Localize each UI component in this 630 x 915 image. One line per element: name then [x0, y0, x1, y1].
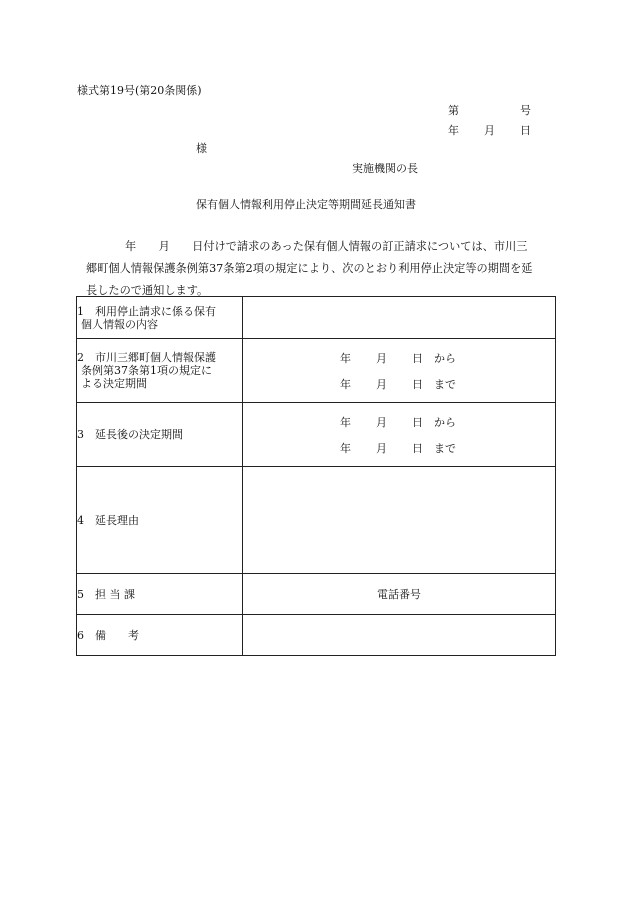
period-month-label: 月 — [376, 415, 387, 429]
body-paragraph — [77, 236, 561, 302]
date-day: 日 — [520, 124, 531, 137]
label-extended-period: 3 延長後の決定期間 — [77, 403, 243, 467]
original-period-start — [243, 350, 555, 366]
period-from-label: から — [434, 415, 456, 429]
period-year-label: 年 — [340, 415, 351, 429]
label-subject-line-1: 1 利用停止請求に係る保有 — [77, 304, 216, 318]
extended-period-start — [243, 414, 555, 430]
period-until-label: まで — [434, 377, 456, 391]
document-title: 保有個人情報利用停止決定等期間延長通知書 — [196, 198, 416, 211]
period-year-label: 年 — [340, 351, 351, 365]
label-remarks: 6 備 考 — [77, 615, 243, 656]
value-reason[interactable] — [243, 467, 556, 574]
period-from-label: から — [434, 351, 456, 365]
value-original-period[interactable] — [243, 339, 556, 403]
body-line-3: 長したので通知します。 — [86, 284, 209, 297]
label-original-period-line-3: よる決定期間 — [81, 377, 147, 390]
form-number: 様式第19号(第20条関係) — [77, 84, 202, 97]
value-phone-number[interactable] — [243, 574, 556, 615]
label-original-period — [77, 339, 243, 403]
period-day-label: 日 — [412, 441, 423, 455]
period-year-label: 年 — [340, 441, 351, 455]
addressee-suffix: 様 — [196, 142, 207, 155]
label-department: 5 担 当 課 — [77, 574, 243, 615]
doc-number-suffix: 号 — [520, 104, 531, 117]
date-month: 月 — [484, 124, 495, 137]
table-row-department — [77, 574, 556, 615]
table-row-remarks — [77, 615, 556, 656]
extended-period-end — [243, 440, 555, 456]
period-month-label: 月 — [376, 441, 387, 455]
period-month-label: 月 — [376, 377, 387, 391]
value-remarks[interactable] — [243, 615, 556, 656]
body-line-2: 郷町個人情報保護条例第37条第2項の規定により、次のとおり利用停止決定等の期間を延 — [86, 262, 533, 275]
period-year-label: 年 — [340, 377, 351, 391]
label-subject-line-2: 個人情報の内容 — [81, 317, 158, 331]
value-subject[interactable] — [243, 297, 556, 339]
period-day-label: 日 — [412, 415, 423, 429]
notice-table — [76, 296, 556, 656]
table-row-subject — [77, 297, 556, 339]
label-reason: 4 延長理由 — [77, 467, 243, 574]
label-original-period-line-1: 2 市川三郷町個人情報保護 — [77, 351, 216, 364]
label-subject — [77, 297, 243, 339]
sender-title: 実施機関の長 — [352, 162, 418, 175]
table-row-reason — [77, 467, 556, 574]
table-row-original-period — [77, 339, 556, 403]
period-day-label: 日 — [412, 351, 423, 365]
label-original-period-line-2: 条例第37条第1項の規定に — [81, 364, 212, 377]
period-day-label: 日 — [412, 377, 423, 391]
period-until-label: まで — [434, 441, 456, 455]
body-line-1: 年 月 日付けで請求のあった保有個人情報の訂正請求については、市川三 — [125, 240, 528, 253]
value-extended-period[interactable] — [243, 403, 556, 467]
period-month-label: 月 — [376, 351, 387, 365]
table-row-extended-period — [77, 403, 556, 467]
phone-number-label: 電話番号 — [377, 588, 421, 601]
original-period-end — [243, 376, 555, 392]
doc-number-prefix: 第 — [448, 104, 459, 117]
date-year: 年 — [448, 124, 459, 137]
